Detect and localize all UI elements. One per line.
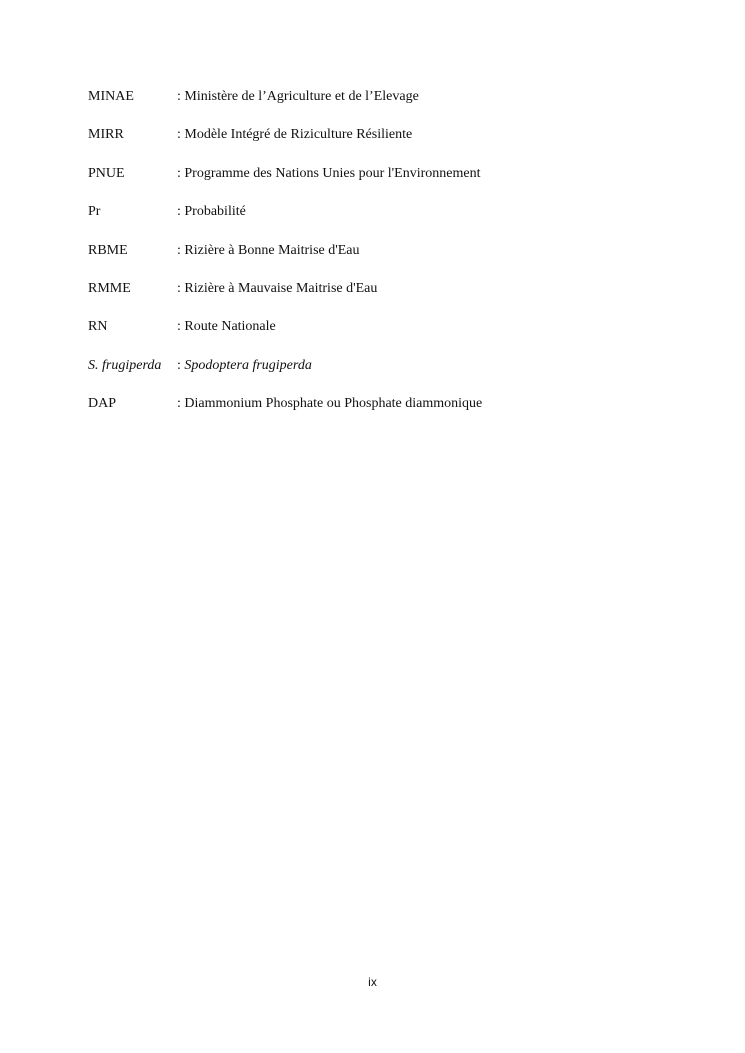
definition-prefix: : [177,357,185,373]
abbreviation-row [88,394,688,432]
abbreviation-definition: : Rizière à Bonne Maitrise d'Eau [177,242,360,258]
abbreviation-row [88,164,688,202]
abbreviation-definition: : Ministère de l’Agriculture et de l’Elevage [177,89,419,104]
abbreviation-term: RMME [88,280,131,296]
abbreviation-definition: : Route Nationale [177,319,276,335]
abbreviation-term: S. frugiperda [88,357,162,373]
abbreviation-definition: : Modèle Intégré de Riziculture Résiliente [177,127,413,143]
abbreviation-definition: : Diammonium Phosphate ou Phosphate diammonique [177,396,483,412]
abbreviation-term: Pr [88,204,101,220]
abbreviation-definition [177,356,312,376]
abbreviation-term: MINAE [88,89,134,104]
abbreviation-term: MIRR [88,127,124,143]
page-number: ix [368,975,377,989]
abbreviation-list [88,87,688,433]
abbreviation-definition: : Programme des Nations Unies pour l'Environnement [177,165,481,181]
definition-italic-text: Spodoptera frugiperda [184,357,312,373]
abbreviation-term: RBME [88,242,128,258]
abbreviation-row [88,279,688,317]
abbreviation-row [88,356,688,394]
abbreviation-row [88,202,688,240]
abbreviation-term: RN [88,319,108,335]
abbreviation-term: PNUE [88,165,125,181]
abbreviation-row [88,87,688,125]
abbreviation-row [88,125,688,163]
abbreviation-term: DAP [88,396,117,412]
abbreviation-row [88,317,688,355]
abbreviation-row [88,241,688,279]
abbreviation-definition: : Rizière à Mauvaise Maitrise d'Eau [177,280,378,296]
abbreviation-definition: : Probabilité [177,204,246,220]
